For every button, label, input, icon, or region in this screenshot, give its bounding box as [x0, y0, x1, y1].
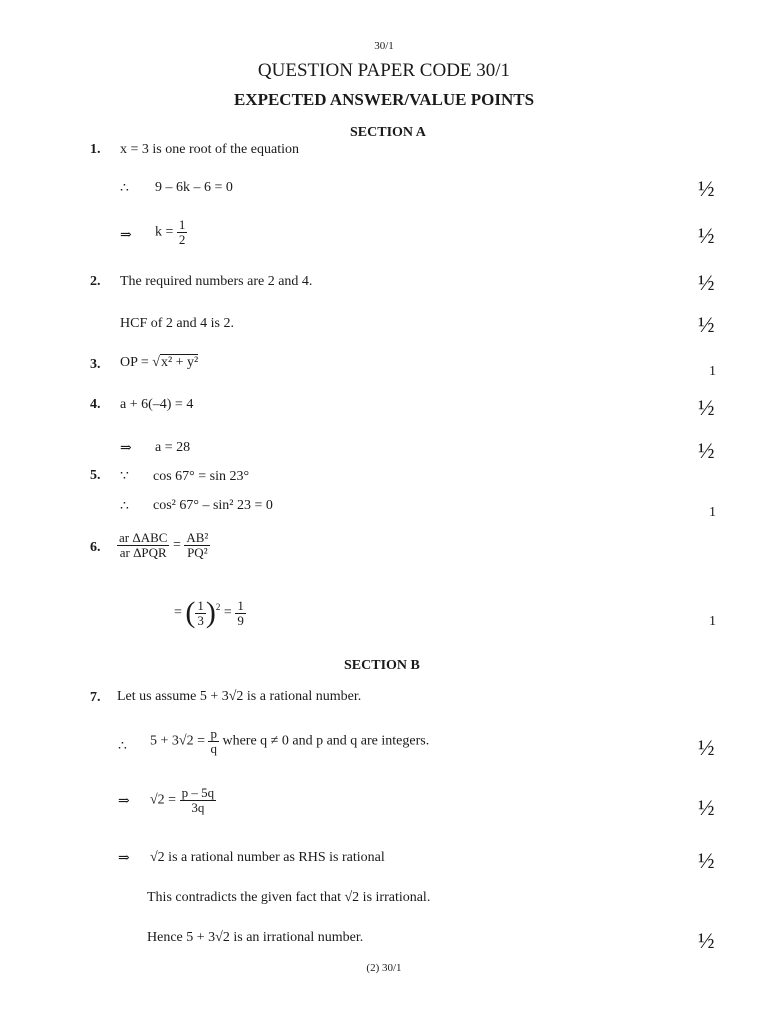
q3-formula: OP = √x² + y² [120, 355, 199, 370]
implies-symbol: ⇒ [120, 441, 132, 456]
q7-line5: Hence 5 + 3√2 is an irrational number. [147, 930, 364, 945]
mark-half: ½ [698, 176, 715, 201]
mark-half: ½ [698, 270, 715, 295]
page-footer: (2) 30/1 [366, 962, 402, 974]
q2-text: The required numbers are 2 and 4. [120, 274, 313, 289]
mark-one: 1 [709, 614, 716, 629]
q6-number: 6. [90, 540, 101, 555]
mark-one: 1 [709, 505, 716, 520]
q4-number: 4. [90, 397, 101, 412]
implies-symbol: ⇒ [118, 851, 130, 866]
q5-eq1: cos 67° = sin 23° [153, 469, 250, 484]
q6-ratio: $\frac{\text{ar ΔABC}}{\text{ar ΔPQR}}$ = $\frac{\text{AB²}}{\text{PQ²}}$ [119, 530, 209, 560]
q5-number: 5. [90, 468, 101, 483]
implies-symbol: ⇒ [118, 794, 130, 809]
mark-half: ½ [698, 395, 715, 420]
q1-equation: 9 – 6k – 6 = 0 [155, 180, 233, 195]
q1-number: 1. [90, 142, 101, 157]
section-b-heading: SECTION B [344, 658, 420, 673]
mark-half: ½ [698, 312, 715, 337]
therefore-symbol: ∴ [118, 739, 127, 754]
because-symbol: ∵ [120, 469, 129, 484]
page-title: QUESTION PAPER CODE 30/1 [257, 60, 511, 81]
mark-half: ½ [698, 223, 715, 248]
q2-number: 2. [90, 274, 101, 289]
q7-number: 7. [90, 690, 101, 705]
q6-result: = ( $\frac{1}{3}$ )$^2$ = $\frac{1}{9}$ [174, 596, 244, 629]
paper-code-top: 30/1 [374, 40, 394, 52]
q7-line3: √2 is a rational number as RHS is rational [150, 850, 385, 865]
q7-line4: This contradicts the given fact that √2 is irrational. [147, 890, 431, 905]
q1-text: x = 3 is one root of the equation [120, 142, 299, 157]
q2-hcf: HCF of 2 and 4 is 2. [120, 316, 234, 331]
mark-half: ½ [698, 438, 715, 463]
q5-eq2: cos² 67° – sin² 23 = 0 [153, 498, 273, 513]
mark-half: ½ [698, 795, 715, 820]
q7-line2: √2 = $\frac{p - 5q}{3q}$ [150, 785, 215, 815]
mark-half: ½ [698, 848, 715, 873]
therefore-symbol: ∴ [120, 499, 129, 514]
mark-half: ½ [698, 735, 715, 760]
mark-one: 1 [709, 364, 716, 379]
q4-answer: a = 28 [155, 440, 191, 455]
q7-line1: 5 + 3√2 = $\frac{p}{q}$ where q ≠ 0 and p and q are integers. [150, 726, 430, 756]
therefore-symbol: ∴ [120, 181, 129, 196]
section-a-heading: SECTION A [350, 125, 426, 140]
implies-symbol: ⇒ [120, 228, 132, 243]
q3-number: 3. [90, 357, 101, 372]
page-subtitle: EXPECTED ANSWER/VALUE POINTS [233, 90, 535, 109]
mark-half: ½ [698, 928, 715, 953]
q1-k-value: k = $\frac{1}{2}$ [155, 217, 186, 247]
q7-assumption: Let us assume 5 + 3√2 is a rational number. [117, 689, 362, 704]
q4-equation: a + 6(–4) = 4 [120, 397, 194, 412]
